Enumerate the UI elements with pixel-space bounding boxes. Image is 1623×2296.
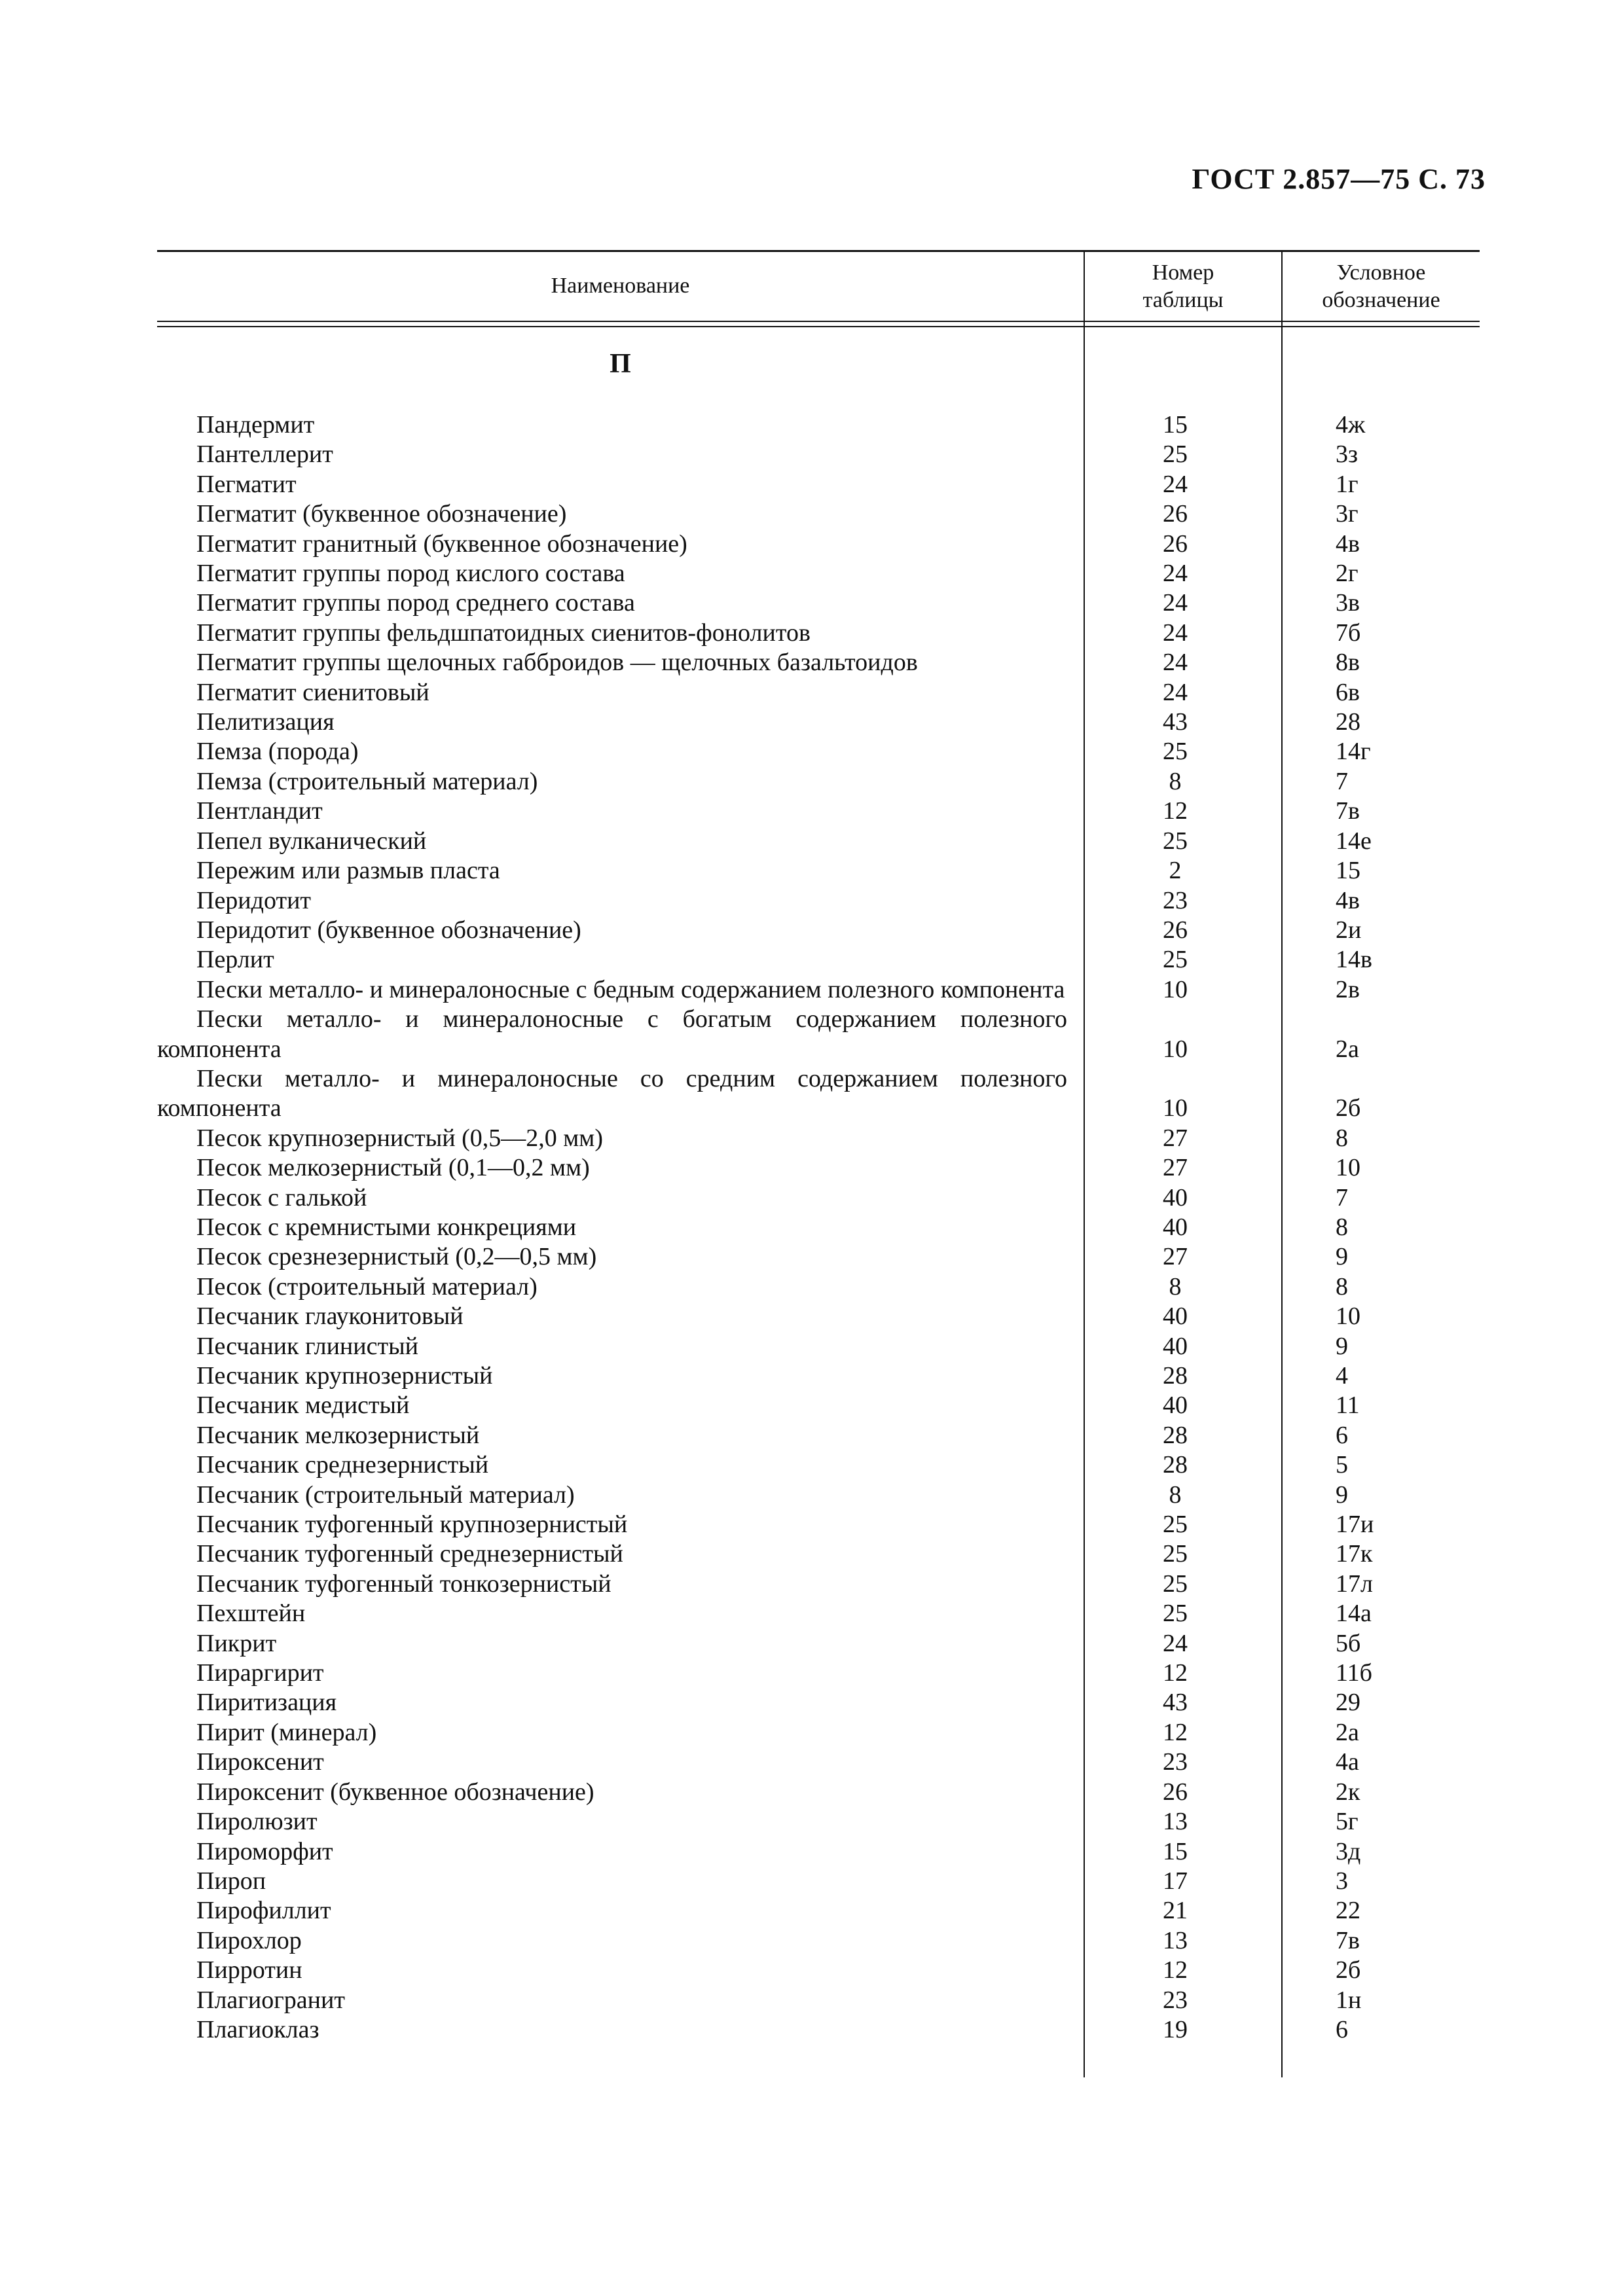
row-symbol: 8 (1336, 1124, 1348, 1152)
table-row (157, 1421, 1480, 1450)
row-table-number: 27 (1163, 1154, 1188, 1182)
column-header-number-line2: таблицы (1142, 288, 1224, 312)
row-symbol: 6в (1336, 678, 1360, 706)
row-table-number: 25 (1163, 1540, 1188, 1568)
row-table-number: 28 (1163, 1362, 1188, 1390)
table-row (157, 619, 1480, 648)
table-row (157, 1064, 1480, 1124)
row-name: Пирротин (196, 1956, 302, 1984)
row-table-number: 25 (1163, 1511, 1188, 1539)
row-symbol: 7б (1336, 619, 1361, 647)
row-name: Пески металло- и минералоносные с богатым содержанием полезного компонента (157, 1005, 1067, 1063)
row-table-number: 24 (1163, 649, 1188, 677)
table-row (157, 1688, 1480, 1717)
row-table-number: 8 (1169, 767, 1182, 795)
row-table-number: 43 (1163, 708, 1188, 736)
row-symbol: 29 (1336, 1689, 1360, 1717)
table-row (157, 1837, 1480, 1867)
row-name: Пегматит группы пород кислого состава (196, 560, 625, 588)
row-name: Пиролюзит (196, 1808, 318, 1836)
row-table-number: 10 (1163, 1094, 1188, 1122)
table-row (157, 1539, 1480, 1569)
row-table-number: 28 (1163, 1451, 1188, 1479)
table-row (157, 1718, 1480, 1748)
column-header-symbol-line1: Условное (1336, 260, 1426, 285)
row-table-number: 10 (1163, 1035, 1188, 1063)
row-table-number: 43 (1163, 1689, 1188, 1717)
row-name: Пегматит группы фельдшпатоидных сиенитов-фонолитов (196, 619, 811, 647)
row-table-number: 13 (1163, 1926, 1188, 1954)
row-symbol: 3 (1336, 1867, 1348, 1895)
row-name: Пегматит (196, 470, 297, 498)
table-row (157, 1659, 1480, 1688)
row-table-number: 25 (1163, 1600, 1188, 1628)
row-name: Пироксенит (196, 1748, 324, 1776)
row-symbol: 6 (1336, 2015, 1348, 2043)
table-row (157, 559, 1480, 588)
table-row (157, 499, 1480, 529)
row-symbol: 4в (1336, 886, 1360, 914)
row-symbol: 14е (1336, 827, 1372, 855)
row-symbol: 8 (1336, 1213, 1348, 1241)
row-symbol: 2б (1336, 1956, 1361, 1984)
row-table-number: 26 (1163, 500, 1188, 528)
row-table-number: 8 (1169, 1480, 1182, 1509)
row-symbol: 2в (1336, 975, 1360, 1003)
row-table-number: 24 (1163, 470, 1188, 498)
row-name: Пемза (порода) (196, 738, 359, 766)
row-symbol: 8в (1336, 649, 1360, 677)
table-row (157, 1778, 1480, 1807)
row-name: Пироп (196, 1867, 266, 1895)
row-table-number: 40 (1163, 1391, 1188, 1420)
row-name: Перидотит (196, 886, 312, 914)
row-symbol: 14а (1336, 1600, 1372, 1628)
table-row (157, 975, 1480, 1005)
page-header-title: ГОСТ 2.857—75 С. 73 (1192, 163, 1486, 195)
table-row (157, 1480, 1480, 1510)
row-symbol: 7в (1336, 1926, 1360, 1954)
table-row (157, 1005, 1480, 1064)
table-row (157, 648, 1480, 677)
row-table-number: 12 (1163, 1659, 1188, 1687)
row-symbol: 7 (1336, 767, 1348, 795)
table-row (157, 1926, 1480, 1956)
row-symbol: 14в (1336, 946, 1372, 974)
row-table-number: 24 (1163, 1629, 1188, 1657)
row-symbol: 11 (1336, 1391, 1360, 1420)
row-name: Песчаник туфогенный тонкозернистый (196, 1570, 611, 1598)
row-symbol: 7 (1336, 1183, 1348, 1211)
table-row (157, 945, 1480, 975)
row-symbol: 5 (1336, 1451, 1348, 1479)
row-name: Пандермит (196, 411, 315, 439)
table-row (157, 1867, 1480, 1896)
row-name: Песок с кремнистыми конкрециями (196, 1213, 577, 1241)
row-symbol: 2г (1336, 560, 1359, 588)
row-name: Пирохлор (196, 1926, 302, 1954)
row-table-number: 26 (1163, 529, 1188, 558)
row-table-number: 25 (1163, 827, 1188, 855)
row-name: Песок (строительный материал) (196, 1272, 538, 1300)
table-row (157, 1124, 1480, 1153)
row-name: Песок срезнезернистый (0,2—0,5 мм) (196, 1243, 597, 1271)
row-table-number: 25 (1163, 1570, 1188, 1598)
row-table-number: 40 (1163, 1183, 1188, 1211)
row-name: Пески металло- и минералоносные со средним содержанием полезного компонента (157, 1064, 1067, 1122)
row-symbol: 5б (1336, 1629, 1361, 1657)
table-row (157, 1242, 1480, 1272)
table-row (157, 737, 1480, 766)
row-table-number: 24 (1163, 589, 1188, 617)
row-table-number: 13 (1163, 1808, 1188, 1836)
row-table-number: 28 (1163, 1421, 1188, 1449)
row-table-number: 10 (1163, 975, 1188, 1003)
row-name: Пехштейн (196, 1600, 306, 1628)
row-name: Плагиоклаз (196, 2015, 319, 2043)
table-row (157, 1302, 1480, 1331)
row-symbol: 7в (1336, 797, 1360, 825)
table-row (157, 440, 1480, 469)
row-name: Песок с галькой (196, 1183, 367, 1211)
row-table-number: 24 (1163, 619, 1188, 647)
row-symbol: 2б (1336, 1094, 1361, 1122)
column-header-symbol (1283, 259, 1480, 314)
row-table-number: 21 (1163, 1897, 1188, 1925)
row-symbol: 10 (1336, 1302, 1360, 1331)
row-table-number: 8 (1169, 1272, 1182, 1300)
row-table-number: 12 (1163, 1718, 1188, 1746)
table-row (157, 1570, 1480, 1599)
row-symbol: 9 (1336, 1480, 1348, 1509)
row-table-number: 26 (1163, 916, 1188, 944)
column-header-number (1085, 259, 1281, 314)
table-row (157, 1510, 1480, 1539)
row-name: Пемза (строительный материал) (196, 767, 538, 795)
column-header-name: Наименование (551, 274, 690, 298)
row-name: Пироморфит (196, 1837, 333, 1865)
row-table-number: 40 (1163, 1332, 1188, 1360)
row-table-number: 24 (1163, 678, 1188, 706)
table-row (157, 1629, 1480, 1659)
row-name: Пегматит гранитный (буквенное обозначение) (196, 529, 687, 558)
row-symbol: 3в (1336, 589, 1360, 617)
row-symbol: 17к (1336, 1540, 1373, 1568)
table-row (157, 1450, 1480, 1480)
row-symbol: 6 (1336, 1421, 1348, 1449)
table-row (157, 767, 1480, 797)
row-symbol: 4 (1336, 1362, 1348, 1390)
row-symbol: 8 (1336, 1272, 1348, 1300)
table-row (157, 1896, 1480, 1926)
row-symbol: 2и (1336, 916, 1362, 944)
table-row (157, 1986, 1480, 2015)
row-name: Перлит (196, 946, 274, 974)
table-row (157, 1748, 1480, 1777)
row-table-number: 23 (1163, 886, 1188, 914)
row-symbol: 5г (1336, 1808, 1359, 1836)
row-name: Песчаник медистый (196, 1391, 410, 1420)
row-symbol: 17и (1336, 1511, 1374, 1539)
table-row (157, 1272, 1480, 1302)
row-name: Пирофиллит (196, 1897, 331, 1925)
row-name: Пегматит сиенитовый (196, 678, 429, 706)
table-row (157, 2015, 1480, 2045)
table-row (157, 1213, 1480, 1242)
row-symbol: 1н (1336, 1986, 1362, 2014)
row-name: Пантеллерит (196, 440, 333, 469)
row-symbol: 2к (1336, 1778, 1360, 1806)
row-name: Пегматит группы щелочных габброидов — щелочных базальтоидов (196, 649, 918, 677)
column-header-number-line1: Номер (1152, 260, 1214, 285)
row-name: Песчаник мелкозернистый (196, 1421, 480, 1449)
row-symbol: 4в (1336, 529, 1360, 558)
table-row (157, 1332, 1480, 1361)
row-name: Пираргирит (196, 1659, 324, 1687)
row-name: Песок крупнозернистый (0,5—2,0 мм) (196, 1124, 604, 1152)
table-row (157, 529, 1480, 559)
table-row (157, 1183, 1480, 1213)
row-name: Пелитизация (196, 708, 335, 736)
row-table-number: 25 (1163, 738, 1188, 766)
row-symbol: 10 (1336, 1154, 1360, 1182)
row-table-number: 25 (1163, 946, 1188, 974)
table-row (157, 1956, 1480, 1985)
row-table-number: 40 (1163, 1213, 1188, 1241)
row-name: Песчаник глинистый (196, 1332, 418, 1360)
row-name: Песчаник (строительный материал) (196, 1480, 575, 1509)
row-symbol: 3з (1336, 440, 1359, 469)
table-row (157, 1807, 1480, 1837)
row-table-number: 23 (1163, 1748, 1188, 1776)
table-row (157, 470, 1480, 499)
table-row (157, 708, 1480, 737)
row-name: Пегматит группы пород среднего состава (196, 589, 635, 617)
row-symbol: 9 (1336, 1243, 1348, 1271)
row-symbol: 4а (1336, 1748, 1359, 1776)
row-symbol: 22 (1336, 1897, 1360, 1925)
row-symbol: 3г (1336, 500, 1359, 528)
row-symbol: 2а (1336, 1035, 1359, 1063)
table-body (157, 410, 1480, 2045)
row-table-number: 19 (1163, 2015, 1188, 2043)
section-letter: П (610, 349, 631, 379)
row-symbol: 3д (1336, 1837, 1361, 1865)
row-table-number: 27 (1163, 1243, 1188, 1271)
row-table-number: 12 (1163, 1956, 1188, 1984)
row-table-number: 2 (1169, 857, 1182, 885)
table-row (157, 1153, 1480, 1183)
table-row (157, 1391, 1480, 1420)
column-header-symbol-line2: обозначение (1322, 288, 1440, 312)
row-table-number: 17 (1163, 1867, 1188, 1895)
row-name: Песчаник туфогенный среднезернистый (196, 1540, 623, 1568)
row-symbol: 4ж (1336, 411, 1366, 439)
row-symbol: 11б (1336, 1659, 1372, 1687)
row-table-number: 15 (1163, 411, 1188, 439)
table-row (157, 1361, 1480, 1391)
row-name: Пепел вулканический (196, 827, 427, 855)
row-name: Пегматит (буквенное обозначение) (196, 500, 567, 528)
table-row (157, 410, 1480, 440)
row-name: Песчаник туфогенный крупнозернистый (196, 1511, 628, 1539)
row-name: Пирит (минерал) (196, 1718, 377, 1746)
row-name: Пентландит (196, 797, 323, 825)
table-row (157, 678, 1480, 708)
row-symbol: 2а (1336, 1718, 1359, 1746)
row-name: Пироксенит (буквенное обозначение) (196, 1778, 594, 1806)
row-name: Песок мелкозернистый (0,1—0,2 мм) (196, 1154, 590, 1182)
row-name: Песчаник среднезернистый (196, 1451, 489, 1479)
row-table-number: 24 (1163, 560, 1188, 588)
row-name: Пережим или размыв пласта (196, 857, 500, 885)
row-table-number: 40 (1163, 1302, 1188, 1331)
row-name: Пикрит (196, 1629, 277, 1657)
row-name: Плагиогранит (196, 1986, 345, 2014)
row-name: Песчаник крупнозернистый (196, 1362, 493, 1390)
row-symbol: 17л (1336, 1570, 1373, 1598)
table-row (157, 797, 1480, 826)
row-table-number: 15 (1163, 1837, 1188, 1865)
row-name: Пиритизация (196, 1689, 337, 1717)
table-row (157, 916, 1480, 945)
row-name: Песчаник глауконитовый (196, 1302, 464, 1331)
row-symbol: 1г (1336, 470, 1359, 498)
table-row (157, 856, 1480, 886)
row-name: Пески металло- и минералоносные с бедным содержанием полезного компонента (196, 975, 1065, 1003)
row-table-number: 12 (1163, 797, 1188, 825)
table-row (157, 827, 1480, 856)
table-row (157, 1599, 1480, 1628)
row-table-number: 27 (1163, 1124, 1188, 1152)
row-table-number: 26 (1163, 1778, 1188, 1806)
row-table-number: 25 (1163, 440, 1188, 469)
table-row (157, 588, 1480, 618)
row-symbol: 15 (1336, 857, 1360, 885)
table-row (157, 886, 1480, 916)
row-symbol: 14г (1336, 738, 1371, 766)
row-table-number: 23 (1163, 1986, 1188, 2014)
row-symbol: 28 (1336, 708, 1360, 736)
row-symbol: 9 (1336, 1332, 1348, 1360)
row-name: Перидотит (буквенное обозначение) (196, 916, 581, 944)
